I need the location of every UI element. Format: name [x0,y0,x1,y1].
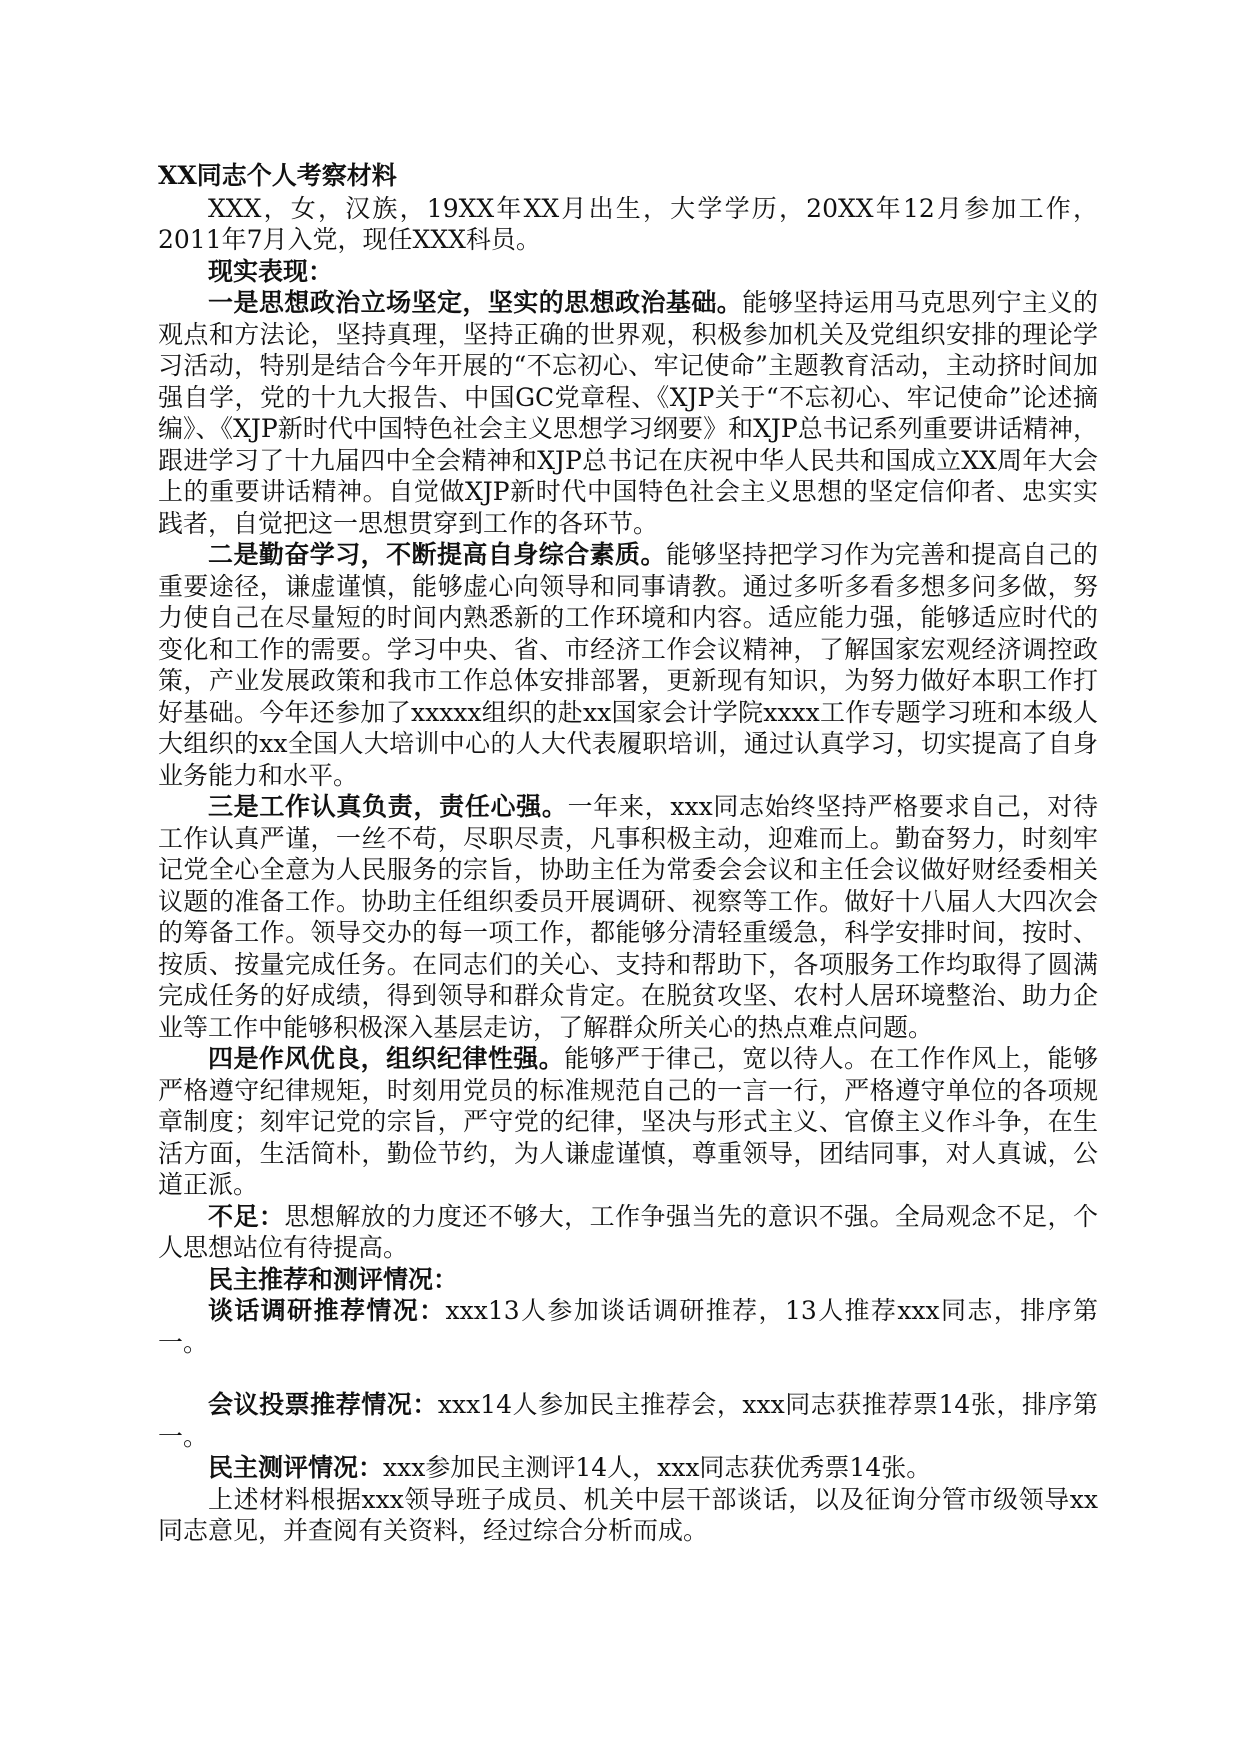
point-lead-2: 二是勤奋学习，不断提高自身综合素质。 [208,540,666,569]
shortcoming-text: 思想解放的力度还不够大，工作争强当先的意识不强。全局观念不足，个人思想站位有待提高。 [158,1201,1098,1262]
point-lead-3: 三是工作认真负责，责任心强。 [208,792,568,821]
document-body [158,160,1098,1547]
shortcoming-lead: 不足： [208,1201,285,1231]
talk-recommend-text: xxx13人参加谈话调研推荐，13人推荐xxx同志，排序第一。 [158,1296,1098,1357]
point-paragraph-3 [158,791,1098,1043]
point-text-2: 能够坚持把学习作为完善和提高自己的重要途径，谦虚谨慎，能够虚心向领导和同事请教。通过多听多看多想多问多做，努力使自己在尽量短的时间内熟悉新的工作环境和内容。适应能力强，能够适应时代的变化和工作的需要。学习中央、省、市经济工作会议精神，了解国家宏观经济调控政策，产业发展政策和我市工作总体安排部署，更新现有知识，为努力做好本职工作打好基础。今年还参加了xxxxx组织的赴xx国家会计学院xxxx工作专题学习班和本级人大组织的xx全国人大培训中心的人大代表履职培训，通过认真学习，切实提高了自身业务能力和水平。 [158,540,1098,790]
document-title: XX同志个人考察材料 [158,161,397,190]
intro-paragraph: XXX，女，汉族，19XX年XX月出生，大学学历，20XX年12月参加工作，2011年7月入党，现任XXX科员。 [158,193,1098,254]
vote-recommend-lead: 会议投票推荐情况： [208,1390,438,1419]
talk-recommend-lead: 谈话调研推荐情况： [208,1296,446,1325]
vote-recommend-text: xxx14人参加民主推荐会，xxx同志获推荐票14张，排序第一。 [158,1390,1098,1451]
talk-recommend-paragraph [158,1295,1098,1358]
evaluation-text: xxx参加民主测评14人，xxx同志获优秀票14张。 [383,1453,932,1482]
point-text-3: 一年来，xxx同志始终坚持严格要求自己，对待工作认真严谨，一丝不苟，尽职尽责，凡事积极主动，迎难而上。勤奋努力，时刻牢记党全心全意为人民服务的宗旨，协助主任为常委会会议和主任会议做好财经委相关议题的准备工作。协助主任组织委员开展调研、视察等工作。做好十八届人大四次会的筹备工作。领导交办的每一项工作，都能够分清轻重缓急，科学安排时间，按时、按质、按量完成任务。在同志们的关心、支持和帮助下，各项服务工作均取得了圆满完成任务的好成绩，得到领导和群众肯定。在脱贫攻坚、农村人居环境整治、助力企业等工作中能够积极深入基层走访，了解群众所关心的热点难点问题。 [158,792,1098,1042]
evaluation-lead: 民主测评情况： [208,1453,384,1482]
vote-recommend-paragraph [158,1389,1098,1452]
point-lead-1: 一是思想政治立场坚定，坚实的思想政治基础。 [208,288,743,317]
section-heading-performance: 现实表现： [208,256,334,286]
point-paragraph-4 [158,1043,1098,1201]
point-paragraph-2 [158,539,1098,791]
section-heading-democratic: 民主推荐和测评情况： [208,1264,459,1294]
point-paragraph-1 [158,287,1098,539]
point-text-1: 能够坚持运用马克思列宁主义的观点和方法论，坚持真理，坚持正确的世界观，积极参加机关及党组织安排的理论学习活动，特别是结合今年开展的“不忘初心、牢记使命”主题教育活动，主动挤时间加强自学，党的十九大报告、中国GC党章程、《XJP关于“不忘初心、牢记使命”论述摘编》、《XJP新时代中国特色社会主义思想学习纲要》和XJP总书记系列重要讲话精神，跟进学习了十九届四中全会精神和XJP总书记在庆祝中华人民共和国成立XX周年大会上的重要讲话精神。自觉做XJP新时代中国特色社会主义思想的坚定信仰者、忠实实践者，自觉把这一思想贯穿到工作的各环节。 [158,288,1098,538]
conclusion-paragraph: 上述材料根据xxx领导班子成员、机关中层干部谈话，以及征询分管市级领导xx同志意见，并查阅有关资料，经过综合分析而成。 [158,1484,1098,1545]
point-text-4: 能够严于律己，宽以待人。在工作作风上，能够严格遵守纪律规矩，时刻用党员的标准规范自己的一言一行，严格遵守单位的各项规章制度；刻牢记党的宗旨，严守党的纪律，坚决与形式主义、官僚主义作斗争，在生活方面，生活简朴，勤俭节约，为人谦虚谨慎，尊重领导，团结同事，对人真诚，公道正派。 [158,1044,1098,1199]
evaluation-paragraph [158,1452,1098,1484]
shortcoming-paragraph [158,1201,1098,1264]
point-lead-4: 四是作风优良，组织纪律性强。 [208,1044,565,1073]
